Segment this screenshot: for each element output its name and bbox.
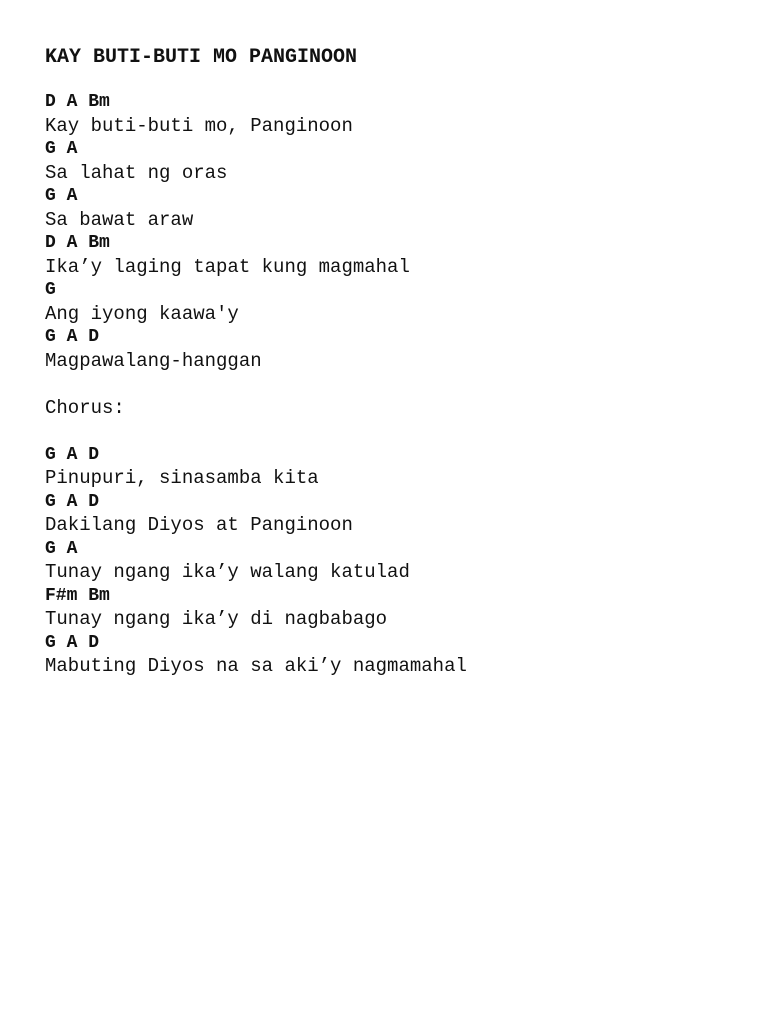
chord-line: F#m Bm [45, 585, 110, 606]
lyric-line: Mabuting Diyos na sa aki’y nagmamahal [45, 655, 467, 677]
lyric-line: Pinupuri, sinasamba kita [45, 467, 319, 489]
chord-line: G A [45, 538, 78, 559]
chord-line: G A D [45, 444, 100, 465]
lyric-line: Ika’y laging tapat kung magmahal [45, 255, 410, 278]
chord-line: G A [45, 186, 78, 206]
song-sheet [45, 44, 745, 679]
lyric-line: Dakilang Diyos at Panginoon [45, 514, 353, 536]
lyric-line: Tunay ngang ika’y di nagbabago [45, 608, 388, 630]
lyric-line: Magpawalang-hanggan [45, 349, 262, 372]
chorus-label: Chorus: [45, 397, 125, 419]
chord-line: D A Bm [45, 233, 110, 253]
lyric-line: Ang iyong kaawa'y [45, 302, 239, 325]
chord-line: G A D [45, 491, 100, 512]
chord-line: G [45, 280, 56, 300]
song-title: KAY BUTI-BUTI MO PANGINOON [45, 46, 358, 69]
lyric-line: Tunay ngang ika’y walang katulad [45, 561, 410, 583]
verse-block [45, 91, 745, 373]
lyric-line: Sa bawat araw [45, 208, 194, 231]
chord-line: G A D [45, 632, 100, 653]
lyric-line: Sa lahat ng oras [45, 161, 228, 184]
chord-line: G A [45, 139, 78, 159]
lyric-line: Kay buti-buti mo, Panginoon [45, 114, 353, 137]
chord-line: D A Bm [45, 92, 110, 112]
chord-line: G A D [45, 327, 100, 347]
chorus-block [45, 444, 745, 679]
